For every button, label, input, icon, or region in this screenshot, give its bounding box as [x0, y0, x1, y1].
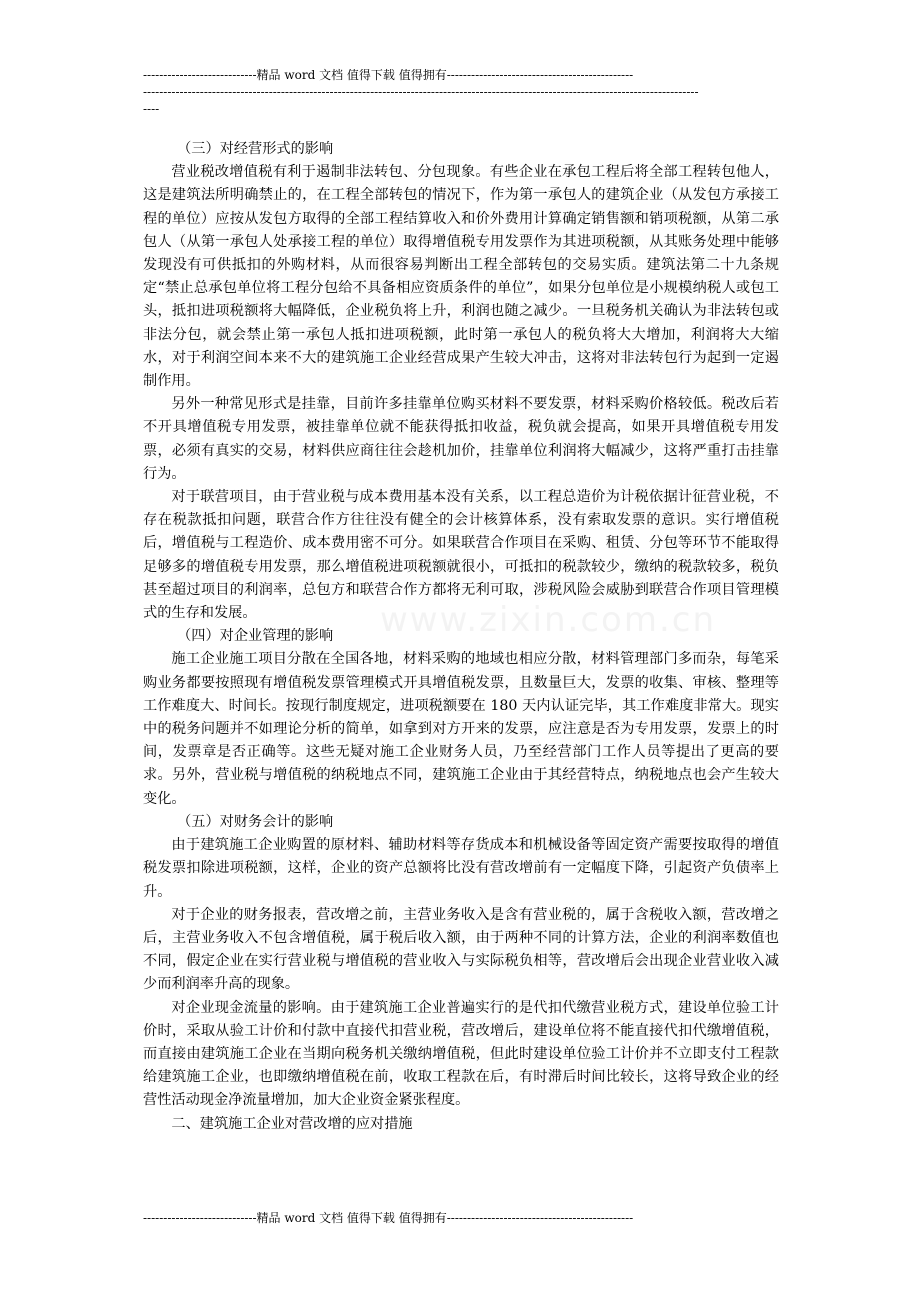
header-line-1: ----------------------------精品 word 文档 值得下载 值得拥有----------------------------------------------: [143, 68, 634, 82]
paragraph: 对企业现金流量的影响。由于建筑施工企业普遍实行的是代扣代缴营业税方式，建设单位验工计价时，采取从验工计价和付款中直接代扣营业税，营改增后，建设单位将不能直接代扣代缴增值税，而直接由建筑施工企业在当期向税务机关缴纳增值税，但此时建设单位验工计价并不立即支付工程款给建筑施工企业，也即缴纳增值税在前，收取工程款在后，有时滞后时间比较长，这将导致企业的经营性活动现金净流量增加，加大企业资金紧张程度。: [143, 999, 779, 1109]
paragraph: 营业税改增值税有利于遏制非法转包、分包现象。有些企业在承包工程后将全部工程转包他人，这是建筑法所明确禁止的，在工程全部转包的情况下，作为第一承包人的建筑企业（从发包方承接工程的单位）应按从发包方取得的全部工程结算收入和价外费用计算确定销售额和销项税额，从第二承包人（从第一承包人处承接工程的单位）取得增值税专用发票作为其进项税额，从其账务处理中能够发现没有可供抵扣的外购材料，从而很容易判断出工程全部转包的交易实质。建筑法第二十九条规定“禁止总承包单位将工程分包给不具备相应资质条件的单位”，如果分包单位是小规模纳税人或包工头，抵扣进项税额将大幅降低，企业税负将上升，利润也随之减少。一旦税务机关确认为非法转包或非法分包，就会禁止第一承包人抵扣进项税额，此时第一承包人的税负将大大增加，利润将大大缩水，对于利润空间本来不大的建筑施工企业经营成果产生较大冲击，这将对非法转包行为起到一定遏制作用。: [143, 164, 779, 390]
footer-line: ----------------------------精品 word 文档 值得下载 值得拥有----------------------------------------------: [143, 1211, 634, 1225]
section-heading-5: （五）对财务会计的影响: [177, 813, 334, 830]
header-line-2: -----------------------------------------------------------------------------------------------------------------------------------------: [143, 85, 699, 99]
watermark-text: www.zixin.com.cn: [380, 600, 716, 640]
paragraph: 对于联营项目，由于营业税与成本费用基本没有关系，以工程总造价为计税依据计征营业税，不存在税款抵扣问题，联营合作方往往没有健全的会计核算体系，没有索取发票的意识。实行增值税后，增值税与工程造价、成本费用密不可分。如果联营合作项目在采购、租赁、分包等环节不能取得足够多的增值税专用发票，那么增值税进项税额就很小，可抵扣的税款较少，缴纳的税款较多，税负甚至超过项目的利润率，总包方和联营合作方都将无利可取，涉税风险会威胁到联营合作项目管理模式的生存和发展。: [143, 489, 779, 622]
section-heading-4: （四）对企业管理的影响: [177, 628, 334, 645]
section-heading-2: 二、建筑施工企业对营改增的应对措施: [171, 1115, 413, 1132]
section-heading-3: （三）对经营形式的影响: [177, 141, 334, 157]
paragraph: 施工企业施工项目分散在全国各地，材料采购的地域也相应分散，材料管理部门多而杂，每笔采购业务都要按照现有增值税发票管理模式开具增值税发票，且数量巨大，发票的收集、审核、整理等工作难度大、时间长。按现行制度规定，进项税额要在 180 天内认证完毕，其工作难度非常大。现实中的税务问题并不如理论分析的简单，如拿到对方开来的发票，应注意是否为专用发票，发票上的时间，发票章是否正确等。这些无疑对施工企业财务人员，乃至经营部门工作人员等提出了更高的要求。另外，营业税与增值税的纳税地点不同，建筑施工企业由于其经营特点，纳税地点也会产生较大变化。: [143, 651, 779, 807]
paragraph: 对于企业的财务报表，营改增之前，主营业务收入是含有营业税的，属于含税收入额，营改增之后，主营业务收入不包含增值税，属于税后收入额，由于两种不同的计算方法，企业的利润率数值也不同，假定企业在实行营业税与增值税的营业收入与实际税负相等，营改增后会出现企业营业收入减少而利润率升高的现象。: [143, 906, 779, 993]
header-line-3: ----: [143, 102, 160, 116]
paragraph: 由于建筑施工企业购置的原材料、辅助材料等存货成本和机械设备等固定资产需要按取得的增值税发票扣除进项税额，这样，企业的资产总额将比没有营改增前有一定幅度下降，引起资产负债率上升。: [143, 837, 779, 900]
paragraph: 另外一种常见形式是挂靠，目前许多挂靠单位购买材料不要发票，材料采购价格较低。税改后若不开具增值税专用发票，被挂靠单位就不能获得抵扣收益，税负就会提高，如果开具增值税专用发票，必须有真实的交易，材料供应商往往会趁机加价，挂靠单位利润将大幅减少，这将严重打击挂靠行为。: [143, 396, 779, 482]
